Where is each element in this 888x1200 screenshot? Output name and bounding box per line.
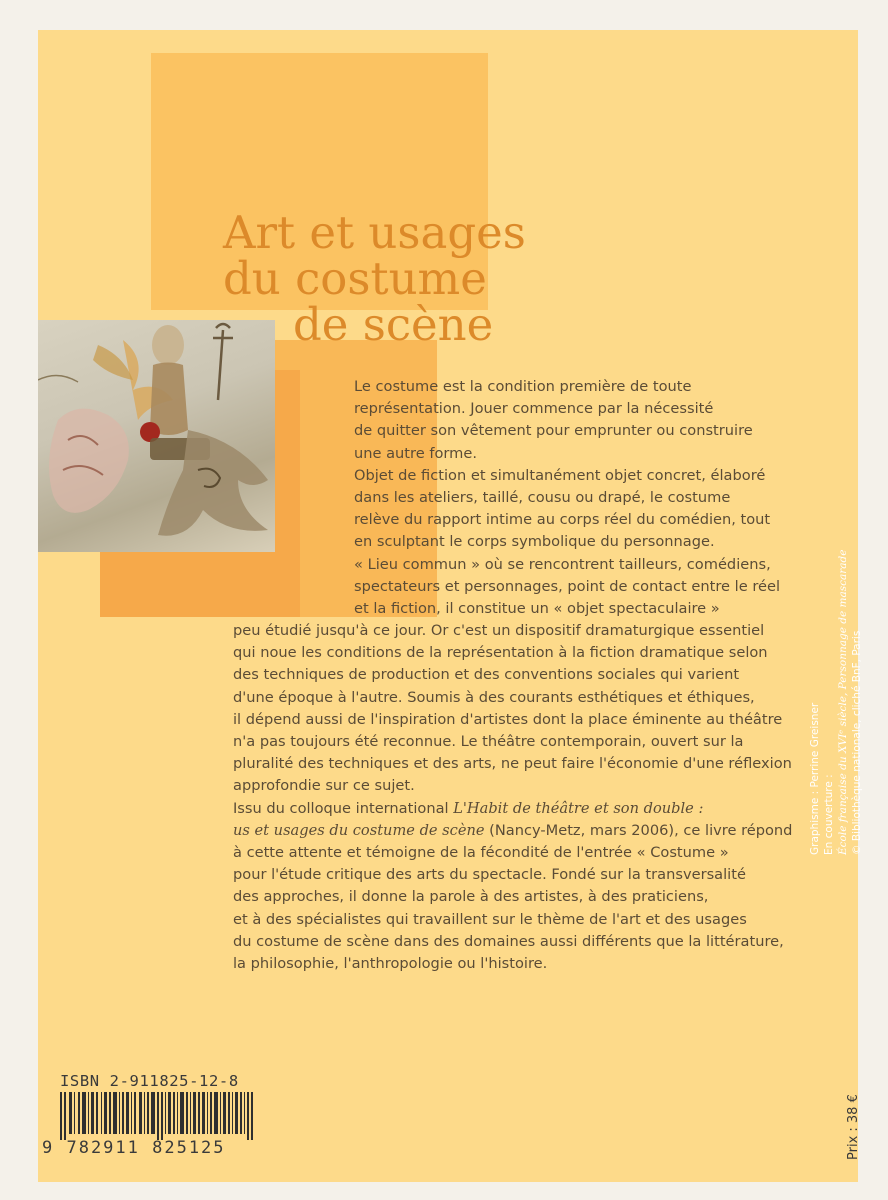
title-line-3: de scène xyxy=(293,298,494,351)
text-line: du costume de scène dans des domaines aussi différents que la littérature, xyxy=(233,932,784,950)
text-line: et la fiction, il constitue un « objet spectaculaire » xyxy=(354,600,720,618)
text-line: représentation. Jouer commence par la nécessité xyxy=(354,400,714,418)
credit-couverture xyxy=(822,550,850,856)
credit-graphisme: Graphisme : Perrine Greisner xyxy=(809,702,821,855)
text-fragment: (Nancy-Metz, mars 2006), ce livre répond xyxy=(484,821,793,839)
description-paragraph-2 xyxy=(233,620,792,975)
isbn-label: ISBN 2-911825-12-8 xyxy=(60,1072,239,1090)
credit-couverture-work: École française du XVIᵉ siècle, Personnage de mascarade xyxy=(837,549,849,855)
text-line: à cette attente et témoigne de la fécondité de l'entrée « Costume » xyxy=(233,844,729,862)
text-line: pour l'étude critique des arts du spectacle. Fondé sur la transversalité xyxy=(233,866,746,884)
barcode-icon xyxy=(60,1092,265,1140)
text-line: d'une époque à l'autre. Soumis à des courants esthétiques et éthiques, xyxy=(233,688,755,706)
text-fragment: Issu du colloque international xyxy=(233,799,454,817)
credit-couverture-label: En couverture : xyxy=(823,774,835,855)
text-line: approfondie sur ce sujet. xyxy=(233,777,415,795)
text-line-with-italic xyxy=(233,798,792,820)
text-line-with-italic xyxy=(233,820,792,842)
text-line: pluralité des techniques et des arts, ne peut faire l'économie d'une réflexion xyxy=(233,755,792,773)
credit-copyright: © Bibliothèque nationale, cliché BnF, Paris xyxy=(851,630,863,855)
text-line: qui noue les conditions de la représentation à la fiction dramatique selon xyxy=(233,644,768,662)
text-line: Objet de fiction et simultanément objet concret, élaboré xyxy=(354,466,766,484)
text-line: peu étudié jusqu'à ce jour. Or c'est un dispositif dramaturgique essentiel xyxy=(233,622,765,639)
cover-illustration xyxy=(38,320,275,552)
text-line: n'a pas toujours été reconnue. Le théâtre contemporain, ouvert sur la xyxy=(233,733,744,751)
text-line: et à des spécialistes qui travaillent sur le thème de l'art et des usages xyxy=(233,910,747,928)
book-title xyxy=(223,206,553,351)
text-line: dans les ateliers, taillé, cousu ou drapé, le costume xyxy=(354,489,731,507)
ean-number: 9 782911 825125 xyxy=(42,1138,226,1158)
title-line-2: du costume xyxy=(223,252,487,305)
text-line: Le costume est la condition première de toute xyxy=(354,378,692,395)
text-line: une autre forme. xyxy=(354,444,477,462)
text-line: la philosophie, l'anthropologie ou l'histoire. xyxy=(233,955,548,973)
cited-title-italic: L'Habit de théâtre et son double : xyxy=(453,799,704,817)
title-line-1: Art et usages xyxy=(223,206,526,259)
text-line: en sculptant le corps symbolique du personnage. xyxy=(354,533,715,551)
price-label: Prix : 38 € xyxy=(846,1094,861,1160)
text-line: « Lieu commun » où se rencontrent tailleurs, comédiens, xyxy=(354,555,771,573)
text-line: spectateurs et personnages, point de contact entre le réel xyxy=(354,577,781,595)
text-line: il dépend aussi de l'inspiration d'artistes dont la place éminente au théâtre xyxy=(233,710,783,728)
text-line: de quitter son vêtement pour emprunter ou construire xyxy=(354,422,753,440)
credits-vertical xyxy=(808,550,864,856)
cited-title-italic: us et usages du costume de scène xyxy=(233,821,485,839)
description-paragraph-1 xyxy=(354,376,780,620)
text-line: relève du rapport intime au corps réel du comédien, tout xyxy=(354,511,771,529)
text-line: des techniques de production et des conventions sociales qui varient xyxy=(233,666,740,684)
text-line: des approches, il donne la parole à des artistes, à des praticiens, xyxy=(233,888,709,906)
